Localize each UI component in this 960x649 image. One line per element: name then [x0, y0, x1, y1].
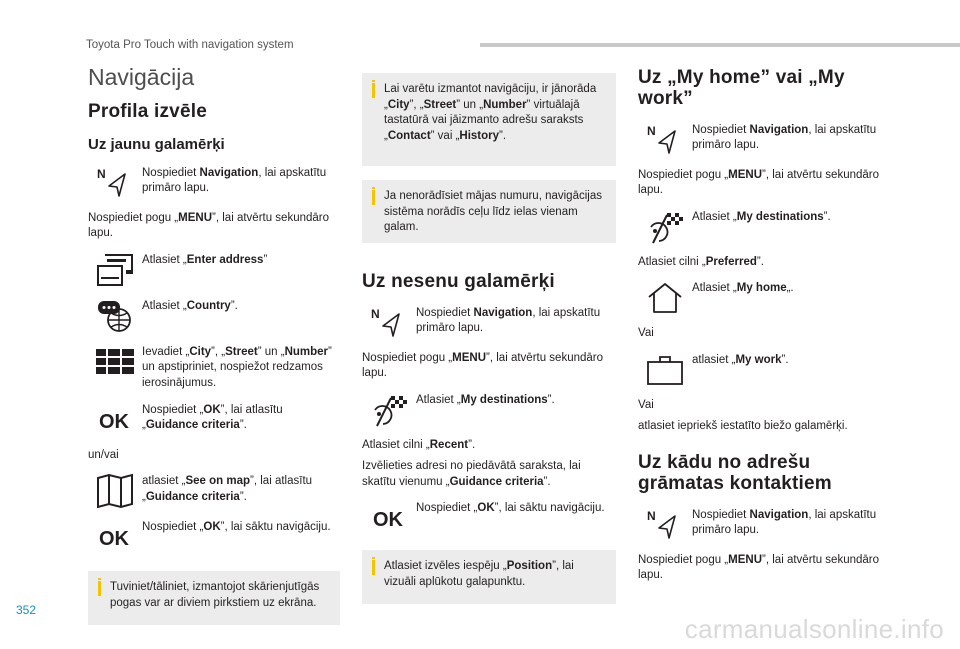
step-text: Nospiediet Navigation, lai apskatītu primāro lapu.	[692, 123, 877, 152]
step-text: Nospiediet Navigation, lai apskatītu primāro lapu.	[692, 508, 877, 537]
step-city-street-number	[88, 344, 340, 392]
step-text: Atlasiet „Country”.	[142, 299, 238, 312]
info-note-position	[362, 550, 616, 604]
paragraph-preferred-tab: Atlasiet cilni „Preferred”.	[638, 255, 764, 268]
note-text: Atlasiet izvēles iespēju „Position”, lai vizuāli aplūkotu galapunktu.	[384, 560, 574, 588]
column-1	[88, 60, 340, 625]
step-ok-guidance	[88, 402, 340, 438]
heading-new-destination: Uz jaunu galamērķi	[88, 135, 225, 153]
keyboard-icon	[88, 344, 142, 380]
step-my-destinations	[362, 392, 616, 428]
heading-address-book: Uz kādu no adrešu grāmatas kontaktiem	[638, 451, 832, 494]
info-note-zoom	[88, 571, 340, 625]
step-see-on-map	[88, 473, 340, 509]
note-text: Tuviniet/tāliniet, izmantojot skārienjutīgās pogas var ar diviem pirkstiem uz ekrāna.	[110, 581, 320, 609]
watermark: carmanualsonline.info	[684, 614, 944, 644]
paragraph-menu: Nospiediet pogu „MENU”, lai atvērtu sekundāro lapu.	[362, 351, 604, 380]
step-text: atlasiet „See on map”, lai atlasītu „Guidance criteria”.	[142, 475, 313, 503]
step-text: Nospiediet „OK”, lai sāktu navigāciju.	[416, 502, 605, 515]
heading-home-work: Uz „My home” vai „My work”	[638, 67, 845, 109]
page-number: 352	[16, 603, 37, 617]
north-label: N	[371, 306, 380, 321]
step-text: Nospiediet Navigation, lai apskatītu primāro lapu.	[142, 166, 327, 195]
enter-address-icon	[88, 252, 142, 288]
column-3	[638, 68, 892, 584]
step-text: Atlasiet „My destinations”.	[416, 393, 555, 406]
paragraph-menu: Nospiediet pogu „MENU”, lai atvērtu sekundāro lapu.	[638, 168, 880, 197]
paragraph-or: un/vai	[88, 448, 119, 461]
step-text: Nospiediet „OK”, lai atlasītu „Guidance criteria”.	[142, 403, 283, 432]
heading-profile-select: Profila izvēle	[88, 101, 207, 123]
step-text: Nospiediet „OK”, lai sāktu navigāciju.	[142, 521, 331, 534]
navigation-arrow-icon	[88, 165, 142, 201]
step-text: Atlasiet „My destinations”.	[692, 210, 831, 223]
running-header: Toyota Pro Touch with navigation system	[86, 39, 294, 51]
step-ok-start	[88, 519, 340, 555]
step-text: Atlasiet „Enter address”	[142, 253, 268, 266]
heading-recent-destination: Uz nesenu galamērķi	[362, 271, 555, 292]
step-navigation	[362, 305, 616, 341]
paragraph-or: Vai	[638, 327, 654, 340]
ok-label: OK	[373, 509, 403, 532]
map-icon	[88, 473, 142, 509]
north-label: N	[647, 508, 656, 523]
navigation-arrow-icon	[638, 122, 692, 158]
info-note-house-number	[362, 180, 616, 243]
paragraph-or: Vai	[638, 398, 654, 411]
paragraph-recent-tab: Atlasiet cilni „Recent”.	[362, 438, 476, 451]
header-rule	[480, 43, 960, 47]
info-note-address	[362, 73, 616, 166]
home-icon	[638, 280, 692, 316]
paragraph-menu: Nospiediet pogu „MENU”, lai atvērtu sekundāro lapu.	[638, 553, 880, 582]
step-ok-start	[362, 500, 616, 536]
step-text: atlasiet „My work”.	[692, 353, 789, 366]
note-text: Ja nenorādīsiet mājas numuru, navigācijas sistēma norādīs ceļu līdz ielas vienam galam.	[384, 190, 602, 234]
ok-icon	[362, 500, 416, 536]
navigation-arrow-icon	[362, 305, 416, 341]
ok-label: OK	[99, 410, 129, 433]
step-text: Atlasiet „My home„.	[692, 282, 794, 295]
step-navigation	[88, 165, 340, 201]
north-label: N	[97, 166, 106, 181]
country-globe-icon	[88, 298, 142, 334]
column-2	[362, 73, 616, 604]
note-text: Lai varētu izmantot navigāciju, ir jānorāda „City”, „Street” un „Number” virtuālajā tastatūrā vai jāizmanto adrešu saraksts „Contact” vai „History”.	[384, 83, 597, 142]
paragraph-select-address: Izvēlieties adresi no piedāvātā saraksta, lai skatītu vienumu „Guidance criteria”.	[362, 460, 581, 488]
step-enter-address	[88, 252, 340, 288]
destination-flag-icon	[362, 392, 416, 428]
navigation-arrow-icon	[638, 507, 692, 543]
step-text: Nospiediet Navigation, lai apskatītu primāro lapu.	[416, 306, 601, 335]
step-text: Ievadiet „City”, „Street” un „Number” un apstipriniet, nospiežot redzamos ierosinājumus.	[142, 345, 332, 389]
ok-icon	[88, 402, 142, 438]
paragraph-menu: Nospiediet pogu „MENU”, lai atvērtu sekundāro lapu.	[88, 211, 330, 240]
briefcase-icon	[638, 352, 692, 388]
step-country	[88, 298, 340, 334]
paragraph-frequent: atlasiet iepriekš iestatīto biežo galamērķi.	[638, 420, 848, 433]
step-my-destinations	[638, 209, 892, 245]
ok-icon	[88, 519, 142, 555]
step-navigation	[638, 122, 892, 158]
step-navigation	[638, 507, 892, 543]
north-label: N	[647, 123, 656, 138]
step-my-home	[638, 280, 892, 316]
section-title: Navigācija	[88, 64, 195, 90]
ok-label: OK	[99, 528, 129, 551]
destination-flag-icon	[638, 209, 692, 245]
step-my-work	[638, 352, 892, 388]
